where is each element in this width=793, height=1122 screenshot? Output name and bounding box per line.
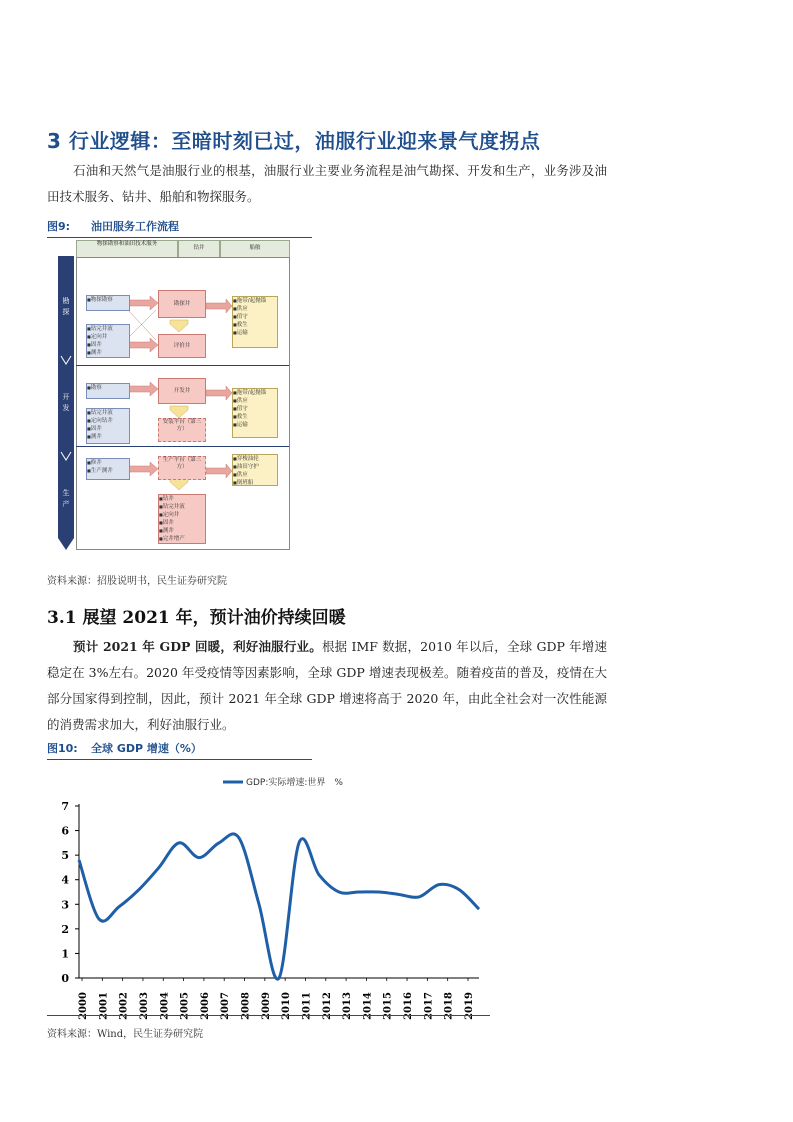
subsection-title: 3.1 展望 2021 年，预计油价持续回暖: [47, 608, 346, 628]
gdp-series-line: [79, 834, 479, 979]
x-tick-label: 2008: [240, 992, 252, 1020]
y-tick-label: 6: [61, 824, 69, 838]
produce-tech-box: ■ 修井 ■ 生产测井: [86, 458, 130, 480]
section-intro: 石油和天然气是油服行业的根基，油服行业主要业务流程是油气勘探、开发和生产，业务涉及油田技术服务、钻井、船舶和物探服务。: [47, 163, 607, 204]
x-tick-label: 2019: [464, 992, 475, 1020]
figure10-number: 图10:: [47, 742, 78, 755]
develop-tech-box: ■ 钻完井液 ■ 定向钻井 ■ 固井 ■ 测井: [86, 408, 130, 444]
install-platform-box: 安装平台（第三方）: [158, 418, 206, 442]
figure9-number: 图9:: [47, 220, 71, 233]
x-tick-label: 2015: [382, 992, 394, 1020]
figure10-source: 资料来源：Wind，民生证券研究院: [47, 1029, 204, 1040]
develop-vessel-box: ■ 拖带/起抛锚 ■ 供应 ■ 值守 ■ 救生 ■ 运输: [232, 388, 278, 438]
header-drilling: 钻井: [178, 240, 220, 258]
explore-survey-box: ■ 物探勘察: [86, 295, 130, 311]
produce-drilling-box: ■ 钻井 ■ 钻完井液 ■ 定向井 ■ 固井 ■ 测井 ■ 完井增产: [158, 494, 206, 544]
stage-explore: 勘探: [62, 297, 70, 316]
header-survey: 物探勘察和油田技术服务: [76, 240, 178, 258]
y-tick-label: 3: [61, 898, 69, 912]
figure10-caption: [47, 740, 312, 760]
x-tick-label: 2002: [118, 992, 130, 1020]
exploration-well-box: 勘探井: [158, 290, 206, 318]
appraisal-well-box: 评价井: [158, 334, 206, 358]
explore-tech-box: ■ 钻完井液 ■ 定向井 ■ 固井 ■ 测井: [86, 324, 130, 358]
x-tick-label: 2000: [78, 992, 89, 1020]
explore-vessel-box: ■ 拖带/起抛锚 ■ 供应 ■ 值守 ■ 救生 ■ 运输: [232, 296, 278, 348]
x-tick-label: 2005: [179, 992, 191, 1020]
x-tick-label: 2009: [260, 992, 272, 1020]
x-tick-label: 2010: [281, 992, 293, 1020]
y-tick-label: 4: [61, 873, 69, 887]
produce-vessel-box: ■ 穿梭油轮 ■ 油田守护 ■ 供应 ■ 倒班船: [232, 454, 278, 486]
section-title: 3 行业逻辑：至暗时刻已过，油服行业迎来景气度拐点: [47, 129, 541, 153]
figure9-caption: [47, 218, 312, 238]
legend-label: GDP:实际增速:世界 %: [246, 778, 343, 788]
figure10-rule: [47, 1015, 490, 1016]
x-tick-label: 2007: [220, 992, 232, 1020]
x-tick-label: 2013: [342, 992, 354, 1020]
y-tick-label: 7: [61, 800, 69, 813]
production-platform-box: 生产平台（第三方）: [158, 456, 206, 480]
x-tick-label: 2017: [423, 992, 435, 1020]
x-tick-label: 2001: [98, 992, 110, 1020]
gdp-growth-chart: [47, 760, 497, 1020]
x-tick-label: 2016: [403, 992, 415, 1020]
x-tick-label: 2004: [159, 992, 171, 1020]
figure10-title: 全球 GDP 增速（%）: [91, 742, 202, 755]
x-tick-label: 2014: [362, 992, 374, 1020]
development-well-box: 开发井: [158, 378, 206, 404]
figure9-source: 资料来源：招股说明书，民生证券研究院: [47, 576, 227, 587]
y-tick-label: 1: [61, 947, 69, 961]
subsection-lead: 预计 2021 年 GDP 回暖，利好油服行业。: [73, 639, 322, 654]
x-tick-label: 2003: [138, 992, 150, 1020]
x-tick-label: 2012: [321, 992, 333, 1020]
oilfield-service-flow-diagram: [58, 240, 291, 550]
x-tick-label: 2006: [199, 992, 211, 1020]
subsection-body: [47, 634, 607, 738]
header-vessel: 船舶: [220, 240, 290, 258]
y-tick-label: 5: [61, 849, 69, 863]
y-tick-label: 0: [61, 972, 69, 985]
subsection-text: 根据 IMF 数据，2010 年以后，全球 GDP 年增速稳定在 3%左右。2020 年受疫情等因素影响，全球 GDP 增速表现极差。随着疫苗的普及，疫情在大部分国家得到控制，因此，预计 2021 年全球 GDP 增速将高于 2020 年，由此全社会对一次性能源的消费需求加大，利好油服行业。: [47, 639, 607, 732]
y-tick-label: 2: [61, 922, 69, 936]
develop-survey-box: ■ 勘察: [86, 383, 130, 399]
x-tick-label: 2018: [443, 992, 455, 1020]
stage-develop: 开发: [62, 393, 70, 412]
x-tick-label: 2011: [301, 992, 313, 1020]
figure9-title: 油田服务工作流程: [91, 220, 179, 233]
stage-produce: 生产: [62, 489, 70, 508]
